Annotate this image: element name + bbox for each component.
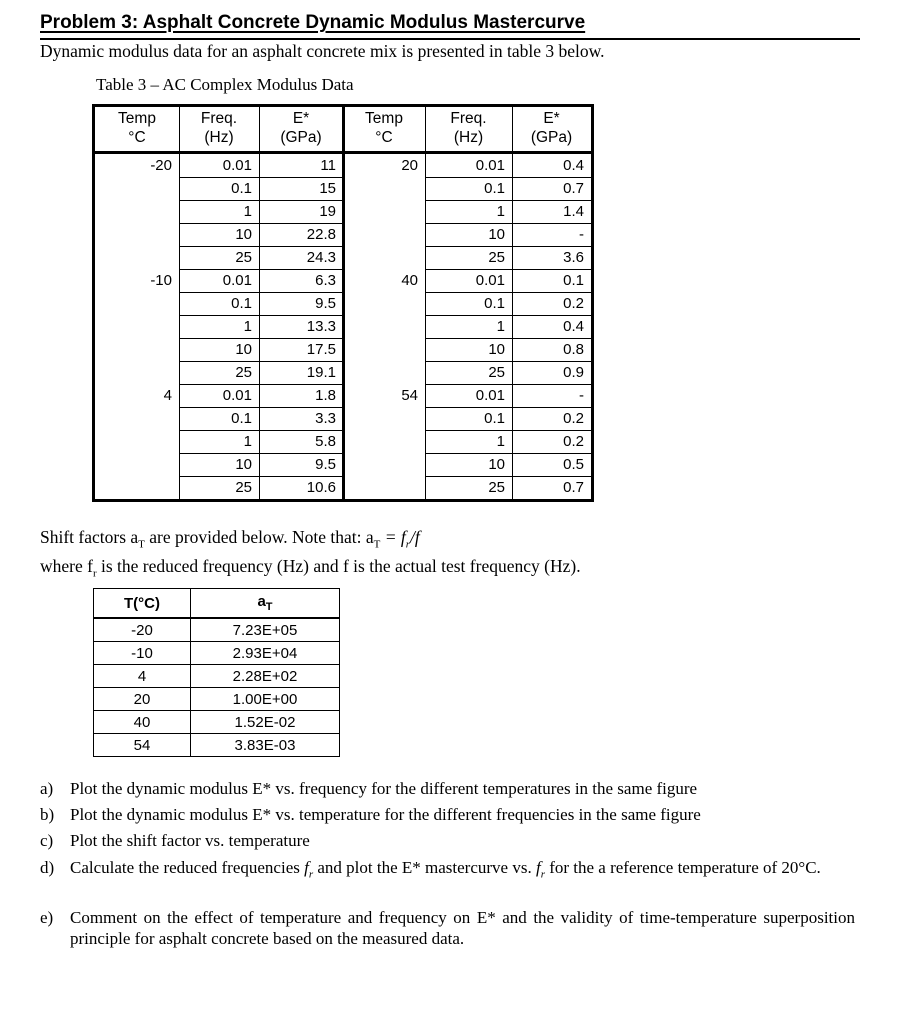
table-row	[94, 711, 340, 734]
question-label: c)	[40, 831, 54, 850]
table-cell: 10	[488, 341, 505, 358]
shift-factor-cell: 3.83E-03	[191, 734, 340, 757]
table-cell: 0.1	[563, 272, 584, 289]
shift-factor-cell: 2.93E+04	[191, 642, 340, 665]
table-cell: 5.8	[315, 433, 336, 450]
table-cell: 0.5	[563, 456, 584, 473]
table-cell: 0.7	[563, 479, 584, 496]
table-cell: 17.5	[306, 341, 336, 358]
question-label: a)	[40, 779, 54, 798]
temperature-cell: 20	[94, 688, 191, 711]
table-cell: 0.01	[222, 387, 252, 404]
table-cell: 1.4	[563, 203, 584, 220]
question-text: Plot the dynamic modulus E* vs. temperature for the different frequencies in the same figure	[70, 805, 701, 824]
temperature-cell: -10	[94, 642, 191, 665]
table-cell: 19	[319, 203, 336, 220]
table-cell: -10	[150, 272, 172, 289]
table-cell: 1	[243, 203, 252, 220]
table-row	[94, 665, 340, 688]
table-cell: 22.8	[306, 226, 336, 243]
header-unit: °C	[375, 129, 393, 146]
question-item	[40, 857, 855, 885]
column-header	[179, 109, 259, 151]
table-cell: 0.2	[563, 410, 584, 427]
header-unit: (GPa)	[530, 129, 573, 146]
table-cell: 4	[163, 387, 172, 404]
table-cell: 3.3	[315, 410, 336, 427]
table-cell: 0.1	[231, 410, 252, 427]
table-cell: 0.01	[475, 157, 505, 174]
table-cell: 1	[496, 318, 505, 335]
table-row	[94, 642, 340, 665]
table-cell: 1	[243, 318, 252, 335]
table-cell: -	[579, 387, 584, 404]
header-label: E*	[292, 110, 310, 127]
column-header	[425, 109, 512, 151]
table-cell: 10	[235, 456, 252, 473]
header-label: Temp	[118, 110, 156, 127]
table-cell: 10.6	[306, 479, 336, 496]
table-row	[94, 688, 340, 711]
table-cell: 0.1	[484, 295, 505, 312]
table-cell: 0.2	[563, 295, 584, 312]
table-cell: 25	[488, 364, 505, 381]
table-cell: 25	[235, 364, 252, 381]
table-cell: 9.5	[315, 456, 336, 473]
shift-factor-cell: 1.00E+00	[191, 688, 340, 711]
temperature-cell: 40	[94, 711, 191, 734]
header-label: Temp	[365, 110, 403, 127]
shift-note-line2: where $f_r$ is the reduced frequency (Hz) and f is the actual test frequency (Hz).	[40, 555, 581, 579]
table-cell: 10	[488, 456, 505, 473]
table-cell: 1.8	[315, 387, 336, 404]
header-temperature: T(°C)	[94, 589, 191, 619]
table-cell: 0.8	[563, 341, 584, 358]
table-cell: 10	[235, 341, 252, 358]
problem-title: Problem 3: Asphalt Concrete Dynamic Modulus Mastercurve	[40, 12, 586, 33]
question-text: Comment on the effect of temperature and frequency on E* and the validity of time-temperature superposition principle for asphalt concrete based on the measured data.	[70, 908, 855, 948]
table-cell: 25	[235, 249, 252, 266]
modulus-table	[92, 104, 594, 502]
shift-factor-cell: 1.52E-02	[191, 711, 340, 734]
question-item	[40, 907, 855, 949]
temperature-cell: 54	[94, 734, 191, 757]
header-label: Freq.	[450, 110, 487, 127]
shift-factor-note	[40, 527, 581, 584]
table-cell: 25	[235, 479, 252, 496]
table-cell: 0.01	[475, 272, 505, 289]
column-header	[343, 109, 425, 151]
temperature-cell: -20	[94, 618, 191, 642]
table-cell: 25	[488, 479, 505, 496]
table-cell: 11	[320, 157, 336, 174]
shift-factor-cell: 2.28E+02	[191, 665, 340, 688]
question-text: Calculate the reduced frequencies $f_r$ and plot the E* mastercurve vs. $f_r$ for the a reference temperature of 20°C.	[70, 858, 821, 881]
question-text: Plot the shift factor vs. temperature	[70, 831, 310, 850]
question-label: b)	[40, 805, 55, 824]
table-row	[94, 618, 340, 642]
table-cell: 25	[488, 249, 505, 266]
column-header	[512, 109, 591, 151]
temperature-cell: 4	[94, 665, 191, 688]
table-cell: 13.3	[306, 318, 336, 335]
header-unit: °C	[128, 129, 146, 146]
table-cell: 54	[401, 387, 418, 404]
table-cell: 1	[243, 433, 252, 450]
header-unit: (Hz)	[453, 129, 484, 146]
table-cell: 0.1	[484, 180, 505, 197]
question-item	[40, 830, 855, 851]
table-cell: 1	[496, 203, 505, 220]
question-text: Plot the dynamic modulus E* vs. frequency for the different temperatures in the same figure	[70, 779, 698, 798]
table-cell: 20	[401, 157, 418, 174]
header-shift-factor: $a_T$	[191, 589, 340, 619]
table-cell: 19.1	[306, 364, 336, 381]
table-cell: 0.7	[563, 180, 584, 197]
table-cell: 0.1	[231, 295, 252, 312]
table-cell: 1	[496, 433, 505, 450]
column-header	[259, 109, 343, 151]
shift-factor-table	[93, 588, 340, 757]
table-cell: 6.3	[315, 272, 336, 289]
table-cell: 0.9	[563, 364, 584, 381]
table-cell: 0.1	[484, 410, 505, 427]
header-label: Freq.	[200, 110, 238, 127]
table-cell: 3.6	[563, 249, 584, 266]
question-label: d)	[40, 858, 55, 877]
shift-note-line1: Shift factors $a_T$ are provided below. Note that: $a_T = f_r/f$	[40, 527, 420, 551]
question-label: e)	[40, 908, 54, 927]
table-cell: 0.4	[563, 318, 584, 335]
table-cell: 10	[235, 226, 252, 243]
table-cell: 40	[401, 272, 418, 289]
table-cell: 0.2	[563, 433, 584, 450]
header-unit: (GPa)	[280, 129, 322, 146]
table-cell: 0.4	[563, 157, 584, 174]
table-cell: 24.3	[306, 249, 336, 266]
table-cell: -	[579, 226, 584, 243]
intro-text: Dynamic modulus data for an asphalt concrete mix is presented in table 3 below.	[40, 41, 605, 61]
table-cell: -20	[150, 157, 172, 174]
header-unit: (Hz)	[204, 129, 234, 146]
table-cell: 0.01	[475, 387, 505, 404]
table-cell: 9.5	[315, 295, 336, 312]
table-cell: 10	[488, 226, 505, 243]
table-cell: 0.01	[222, 157, 252, 174]
table3-caption: Table 3 – AC Complex Modulus Data	[96, 75, 354, 94]
question-item	[40, 804, 855, 825]
column-header	[95, 109, 179, 151]
title-rule	[40, 38, 860, 40]
shift-table-header	[94, 589, 340, 619]
table-cell: 15	[319, 180, 336, 197]
table-cell: 0.1	[231, 180, 252, 197]
shift-factor-cell: 7.23E+05	[191, 618, 340, 642]
table-cell: 0.01	[222, 272, 252, 289]
header-label: E*	[543, 110, 560, 127]
table-row	[94, 734, 340, 757]
question-item	[40, 778, 855, 799]
